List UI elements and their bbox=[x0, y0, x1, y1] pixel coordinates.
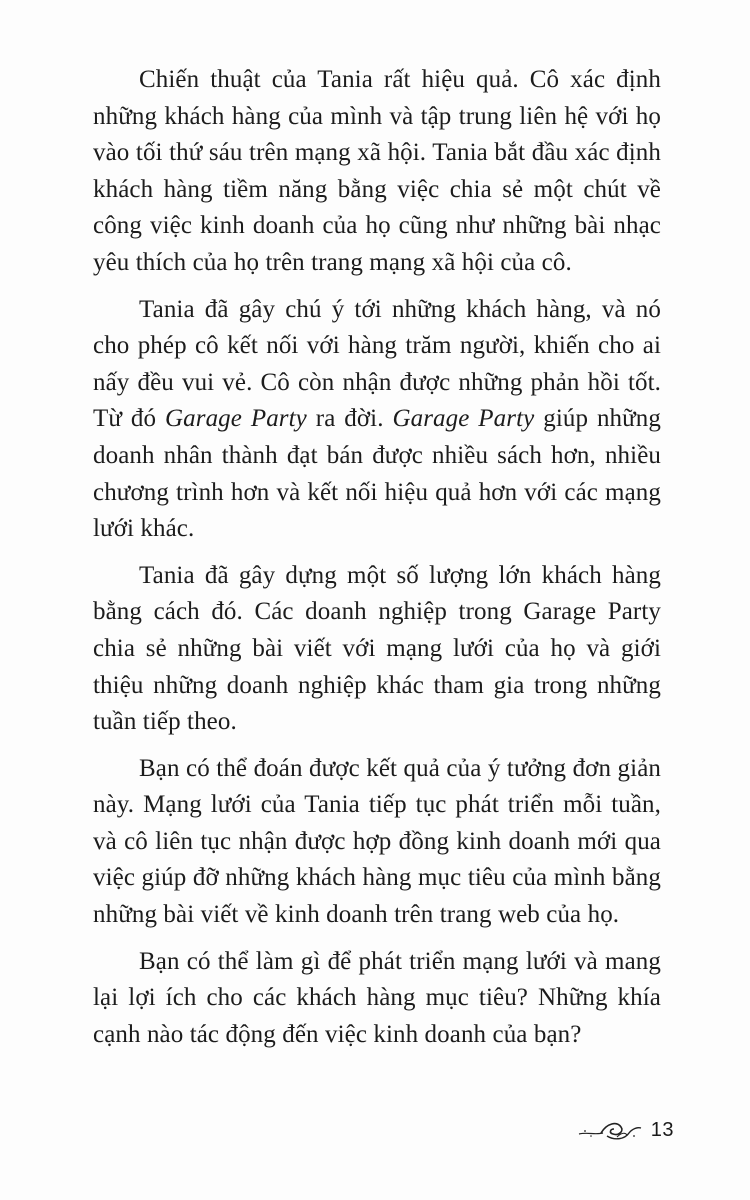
page-footer bbox=[577, 1117, 674, 1143]
italic-title: Garage Party bbox=[392, 405, 535, 433]
paragraph bbox=[93, 558, 661, 741]
paragraph bbox=[93, 62, 661, 282]
paragraph bbox=[93, 751, 661, 934]
paragraph-text: Tania đã gây dựng một số lượng lớn khách hàng bằng cách đó. Các doanh nghiệp trong Garage Party chia sẻ những bài viết với mạng lưới của họ và giới thiệu những doanh nghiệp khác tham gia trong những tuần tiếp theo. bbox=[93, 561, 661, 736]
paragraph-text: Bạn có thể đoán được kết quả của ý tưởng đơn giản này. Mạng lưới của Tania tiếp tục phát triển mỗi tuần, và cô liên tục nhận được hợp đồng kinh doanh mới qua việc giúp đỡ những khách hàng mục tiêu của mình bằng những bài viết về kinh doanh trên trang web của họ. bbox=[93, 754, 661, 929]
paragraph-text: ra đời. bbox=[306, 405, 393, 433]
flourish-ornament-icon bbox=[577, 1117, 643, 1143]
paragraph-text: Chiến thuật của Tania rất hiệu quả. Cô xác định những khách hàng của mình và tập trung liên hệ với họ vào tối thứ sáu trên mạng xã hội. Tania bắt đầu xác định khách hàng tiềm năng bằng việc chia sẻ một chút về công việc kinh doanh của họ cũng như những bài nhạc yêu thích của họ trên trang mạng xã hội của cô. bbox=[93, 66, 661, 276]
paragraph-text: Tania đã gây chú ý tới những khách hàng, và nó cho phép cô kết nối với hàng trăm người, khiến cho ai nấy đều vui vẻ. Cô còn nhận được những phản hồi tốt. Từ đó bbox=[93, 295, 661, 433]
paragraph-text: Bạn có thể làm gì để phát triển mạng lưới và mang lại lợi ích cho các khách hàng mục tiêu? Những khía cạnh nào tác động đến việc kinh doanh của bạn? bbox=[93, 947, 661, 1048]
paragraph bbox=[93, 292, 661, 548]
body-text bbox=[93, 62, 661, 1063]
page-number: 13 bbox=[650, 1118, 674, 1141]
italic-title: Garage Party bbox=[164, 405, 307, 433]
paragraph bbox=[93, 944, 661, 1054]
paragraph-text: giúp những doanh nhân thành đạt bán được nhiều sách hơn, nhiều chương trình hơn và kết nối hiệu quả hơn với các mạng lưới khác. bbox=[93, 405, 662, 543]
